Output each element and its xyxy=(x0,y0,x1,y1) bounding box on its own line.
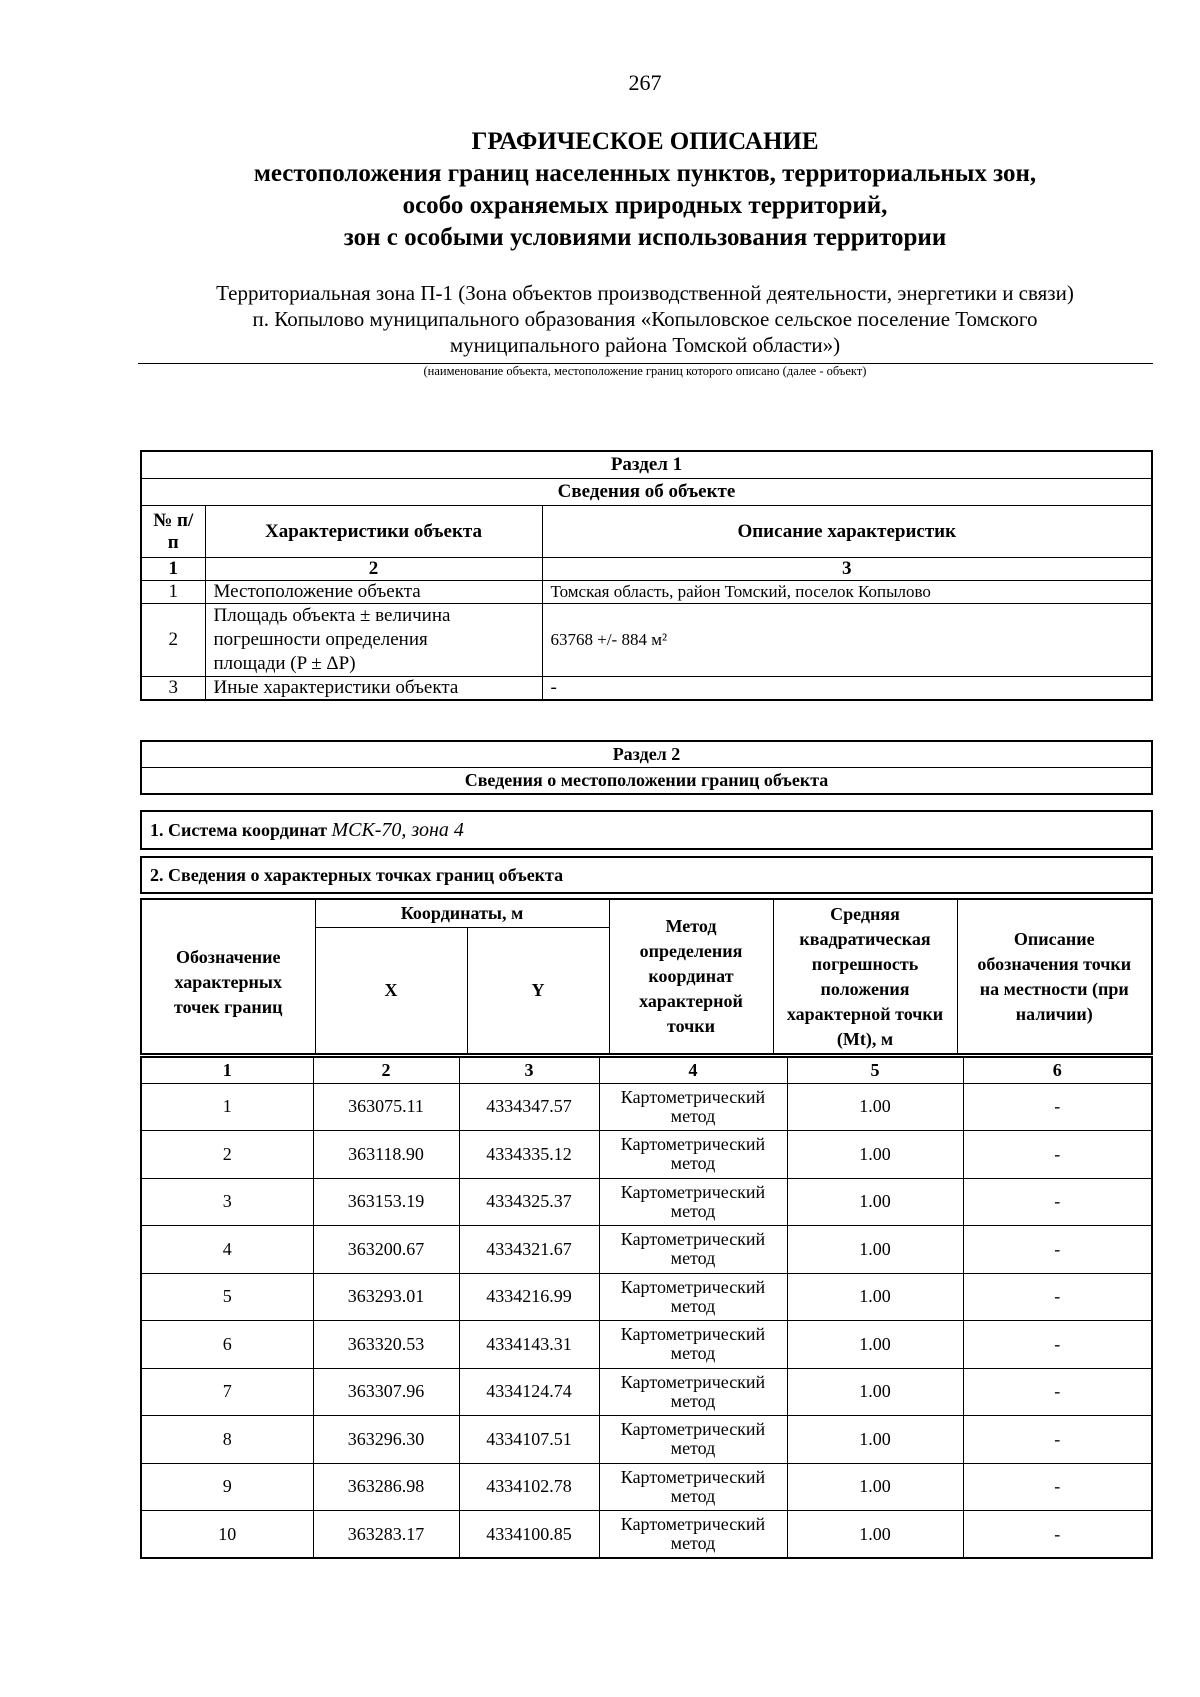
point-method: Картометрический метод xyxy=(599,1321,787,1369)
char-line: площади (P ± ΔP) xyxy=(213,653,356,674)
object-subject xyxy=(140,280,1150,358)
points-label-table xyxy=(140,856,1153,894)
point-x: 363153.19 xyxy=(313,1178,459,1226)
header-method: Метод определения координат характерной точки xyxy=(609,899,773,1054)
page-number: 267 xyxy=(628,70,662,95)
points-header-table xyxy=(140,898,1153,1055)
point-y: 4334107.51 xyxy=(459,1416,599,1464)
point-id: 5 xyxy=(141,1273,313,1321)
point-method: Картометрический метод xyxy=(599,1511,787,1559)
coord-system xyxy=(141,811,1152,849)
section2-subtitle: Сведения о местоположении границ объекта xyxy=(141,768,1152,795)
row-characteristic: Местоположение объекта xyxy=(205,581,542,604)
table-row xyxy=(141,1511,1152,1559)
table-row xyxy=(141,1321,1152,1369)
point-description: - xyxy=(963,1131,1152,1179)
header-point: Обозначение характерных точек границ xyxy=(141,899,315,1054)
point-id: 1 xyxy=(141,1083,313,1131)
table-row xyxy=(141,1178,1152,1226)
subject-line-3: муниципального района Томской области») xyxy=(449,333,841,357)
point-mt: 1.00 xyxy=(787,1131,963,1179)
table-row xyxy=(141,1463,1152,1511)
point-description: - xyxy=(963,1511,1152,1559)
point-mt: 1.00 xyxy=(787,1368,963,1416)
col-number: 3 xyxy=(459,1057,599,1083)
point-y: 4334325.37 xyxy=(459,1178,599,1226)
table-row xyxy=(141,1226,1152,1274)
coord-system-label: 1. Система координат xyxy=(150,819,327,840)
point-y: 4334102.78 xyxy=(459,1463,599,1511)
header-num: № п/п xyxy=(141,506,205,558)
col-number: 2 xyxy=(205,558,542,581)
point-y: 4334216.99 xyxy=(459,1273,599,1321)
title-line-4: зон с особыми условиями использования территории xyxy=(343,224,947,251)
header-coordinates: Координаты, м xyxy=(315,899,609,927)
col-number: 1 xyxy=(141,1057,313,1083)
point-mt: 1.00 xyxy=(787,1416,963,1464)
col-number: 5 xyxy=(787,1057,963,1083)
point-y: 4334100.85 xyxy=(459,1511,599,1559)
point-x: 363293.01 xyxy=(313,1273,459,1321)
point-y: 4334335.12 xyxy=(459,1131,599,1179)
table-row xyxy=(141,677,1152,701)
point-id: 10 xyxy=(141,1511,313,1559)
table-row xyxy=(141,581,1152,604)
row-num: 3 xyxy=(141,677,205,701)
row-num: 1 xyxy=(141,581,205,604)
point-y: 4334124.74 xyxy=(459,1368,599,1416)
point-id: 7 xyxy=(141,1368,313,1416)
table-row xyxy=(141,1273,1152,1321)
subject-caption: (наименование объекта, местоположение границ которого описано (далее - объект) xyxy=(423,364,867,378)
subject-line-1: Территориальная зона П-1 (Зона объектов производственной деятельности, энергетики и связи) xyxy=(216,281,1074,305)
col-number: 3 xyxy=(542,558,1152,581)
point-id: 9 xyxy=(141,1463,313,1511)
title-line-2: местоположения границ населенных пунктов, территориальных зон, xyxy=(253,160,1037,187)
coord-system-value: МСК-70, зона 4 xyxy=(331,818,464,841)
point-method: Картометрический метод xyxy=(599,1226,787,1274)
point-description: - xyxy=(963,1368,1152,1416)
point-x: 363307.96 xyxy=(313,1368,459,1416)
point-method: Картометрический метод xyxy=(599,1083,787,1131)
title-line-1: ГРАФИЧЕСКОЕ ОПИСАНИЕ xyxy=(471,128,819,155)
point-y: 4334347.57 xyxy=(459,1083,599,1131)
col-number: 2 xyxy=(313,1057,459,1083)
col-number: 4 xyxy=(599,1057,787,1083)
point-method: Картометрический метод xyxy=(599,1368,787,1416)
point-x: 363286.98 xyxy=(313,1463,459,1511)
point-id: 4 xyxy=(141,1226,313,1274)
coord-system-table xyxy=(140,810,1153,850)
header-y: Y xyxy=(467,927,609,1054)
point-description: - xyxy=(963,1273,1152,1321)
header-error: Средняя квадратическая погрешность положения характерной точки (Mt), м xyxy=(773,899,957,1054)
point-mt: 1.00 xyxy=(787,1273,963,1321)
table-row xyxy=(141,604,1152,677)
point-mt: 1.00 xyxy=(787,1463,963,1511)
header-description: Описание обозначения точки на местности (при наличии) xyxy=(957,899,1152,1054)
point-mt: 1.00 xyxy=(787,1321,963,1369)
point-mt: 1.00 xyxy=(787,1511,963,1559)
point-x: 363296.30 xyxy=(313,1416,459,1464)
point-x: 363075.11 xyxy=(313,1083,459,1131)
point-x: 363118.90 xyxy=(313,1131,459,1179)
row-description: Томская область, район Томский, поселок Копылово xyxy=(542,581,1152,604)
point-mt: 1.00 xyxy=(787,1083,963,1131)
char-line: Площадь объекта ± величина xyxy=(213,605,451,626)
point-mt: 1.00 xyxy=(787,1226,963,1274)
point-method: Картометрический метод xyxy=(599,1273,787,1321)
subject-line-2: п. Копылово муниципального образования «Копыловское сельское поселение Томского xyxy=(252,307,1038,331)
row-description: 63768 +/- 884 м² xyxy=(542,604,1152,677)
table-row xyxy=(141,1131,1152,1179)
point-description: - xyxy=(963,1226,1152,1274)
section1-table xyxy=(140,450,1153,701)
point-x: 363200.67 xyxy=(313,1226,459,1274)
point-x: 363320.53 xyxy=(313,1321,459,1369)
point-description: - xyxy=(963,1178,1152,1226)
table-row xyxy=(141,1083,1152,1131)
point-method: Картометрический метод xyxy=(599,1416,787,1464)
title-line-3: особо охраняемых природных территорий, xyxy=(402,192,888,219)
point-id: 3 xyxy=(141,1178,313,1226)
points-table xyxy=(140,1056,1153,1559)
point-x: 363283.17 xyxy=(313,1511,459,1559)
col-number: 1 xyxy=(141,558,205,581)
point-id: 8 xyxy=(141,1416,313,1464)
document-title xyxy=(140,126,1150,254)
point-id: 2 xyxy=(141,1131,313,1179)
table-row xyxy=(141,1368,1152,1416)
point-method: Картометрический метод xyxy=(599,1463,787,1511)
row-characteristic: Иные характеристики объекта xyxy=(205,677,542,701)
point-mt: 1.00 xyxy=(787,1178,963,1226)
point-description: - xyxy=(963,1083,1152,1131)
section1-title: Раздел 1 xyxy=(141,451,1152,479)
points-label: 2. Сведения о характерных точках границ объекта xyxy=(141,857,1152,893)
section1-subtitle: Сведения об объекте xyxy=(141,479,1152,506)
table-row xyxy=(141,1416,1152,1464)
point-y: 4334321.67 xyxy=(459,1226,599,1274)
char-line: погрешности определения xyxy=(213,629,428,650)
point-y: 4334143.31 xyxy=(459,1321,599,1369)
row-num: 2 xyxy=(141,604,205,677)
header-x: X xyxy=(315,927,467,1054)
row-characteristic xyxy=(205,604,542,677)
row-description: - xyxy=(542,677,1152,701)
header-description: Описание характеристик xyxy=(542,506,1152,558)
point-method: Картометрический метод xyxy=(599,1131,787,1179)
point-id: 6 xyxy=(141,1321,313,1369)
section2-title: Раздел 2 xyxy=(141,741,1152,768)
header-characteristics: Характеристики объекта xyxy=(205,506,542,558)
section2-header-table xyxy=(140,740,1153,795)
point-description: - xyxy=(963,1321,1152,1369)
point-method: Картометрический метод xyxy=(599,1178,787,1226)
point-description: - xyxy=(963,1416,1152,1464)
col-number: 6 xyxy=(963,1057,1152,1083)
point-description: - xyxy=(963,1463,1152,1511)
